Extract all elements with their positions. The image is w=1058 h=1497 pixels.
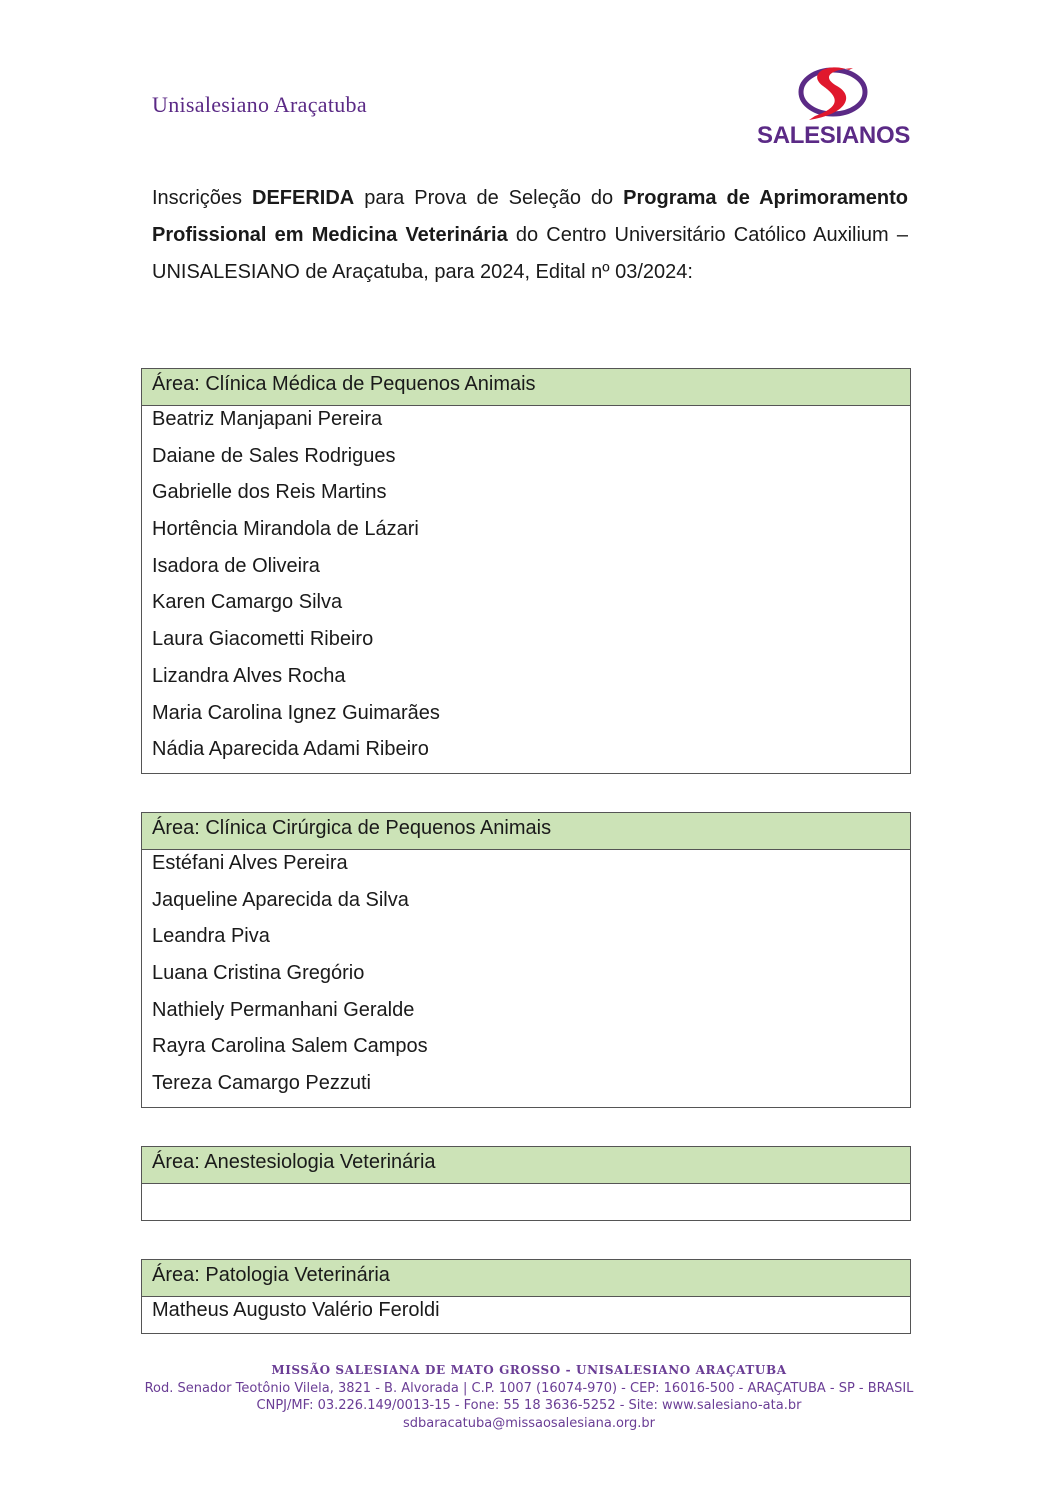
area-title: Área: Clínica Cirúrgica de Pequenos Animais xyxy=(142,813,910,850)
area-title: Área: Patologia Veterinária xyxy=(142,1260,910,1297)
candidate-name: Hortência Mirandola de Lázari xyxy=(152,518,419,541)
intro-bold-deferida: DEFERIDA xyxy=(252,187,355,209)
footer-line-1: MISSÃO SALESIANA DE MATO GROSSO - UNISALESIANO ARAÇATUBA xyxy=(271,1363,787,1377)
area-names xyxy=(142,1297,910,1333)
candidate-name: Rayra Carolina Salem Campos xyxy=(152,1035,428,1058)
candidate-name: Tereza Camargo Pezzuti xyxy=(152,1072,371,1095)
candidate-name: Nádia Aparecida Adami Ribeiro xyxy=(152,738,429,761)
area-table-anestesiologia xyxy=(141,1146,911,1221)
institution-name: Unisalesiano Araçatuba xyxy=(152,92,367,117)
area-names xyxy=(142,406,910,773)
intro-text-2: para Prova de Seleção do xyxy=(354,187,624,209)
candidate-name: Luana Cristina Gregório xyxy=(152,962,365,985)
page-footer xyxy=(0,1362,1058,1432)
candidate-name: Maria Carolina Ignez Guimarães xyxy=(152,701,440,724)
area-table-clinica-cirurgica xyxy=(141,812,911,1108)
candidate-name: Beatriz Manjapani Pereira xyxy=(152,408,383,430)
candidate-name: Laura Giacometti Ribeiro xyxy=(152,628,374,651)
footer-address: Rod. Senador Teotônio Vilela, 3821 - B. Alvorada | C.P. 1007 (16074-970) - CEP: 16016-500 - ARAÇATUBA - SP - BRASIL xyxy=(144,1380,914,1396)
footer-contact: CNPJ/MF: 03.226.149/0013-15 - Fone: 55 18 3636-5252 - Site: www.salesiano-ata.br xyxy=(256,1398,802,1413)
candidate-name: Gabrielle dos Reis Martins xyxy=(152,481,387,504)
candidate-name: Jaqueline Aparecida da Silva xyxy=(152,888,409,911)
area-title: Área: Clínica Médica de Pequenos Animais xyxy=(142,369,910,406)
candidate-name: Daiane de Sales Rodrigues xyxy=(152,444,396,467)
candidate-name: Estéfani Alves Pereira xyxy=(152,852,348,874)
salesianos-swoosh-icon xyxy=(757,62,909,122)
candidate-name: Nathiely Permanhani Geralde xyxy=(152,998,415,1021)
logo-text: SALESIANOS xyxy=(757,122,911,149)
area-table-clinica-medica xyxy=(141,368,911,774)
candidate-name: Karen Camargo Silva xyxy=(152,591,343,614)
intro-text-1: Inscrições xyxy=(152,187,253,209)
area-title: Área: Anestesiologia Veterinária xyxy=(142,1147,910,1184)
intro-bold-program: Programa de Aprimoramento Profissional em Medicina Veterinária xyxy=(152,187,908,246)
intro-text-3: do Centro Universitário Católico Auxilium – UNISALESIANO de Araçatuba, para 2024, Edital nº 03/2024: xyxy=(152,224,908,283)
candidate-name: Lizandra Alves Rocha xyxy=(152,664,346,687)
salesianos-logo xyxy=(757,62,909,152)
intro-paragraph xyxy=(152,180,908,291)
area-table-patologia xyxy=(141,1259,911,1334)
footer-email: sdbaracatuba@missaosalesiana.org.br xyxy=(402,1415,656,1431)
candidate-name: Leandra Piva xyxy=(152,925,270,948)
area-names-empty xyxy=(142,1184,910,1220)
candidate-name: Isadora de Oliveira xyxy=(152,554,320,577)
area-names xyxy=(142,850,910,1107)
candidate-name: Matheus Augusto Valério Feroldi xyxy=(152,1299,440,1321)
